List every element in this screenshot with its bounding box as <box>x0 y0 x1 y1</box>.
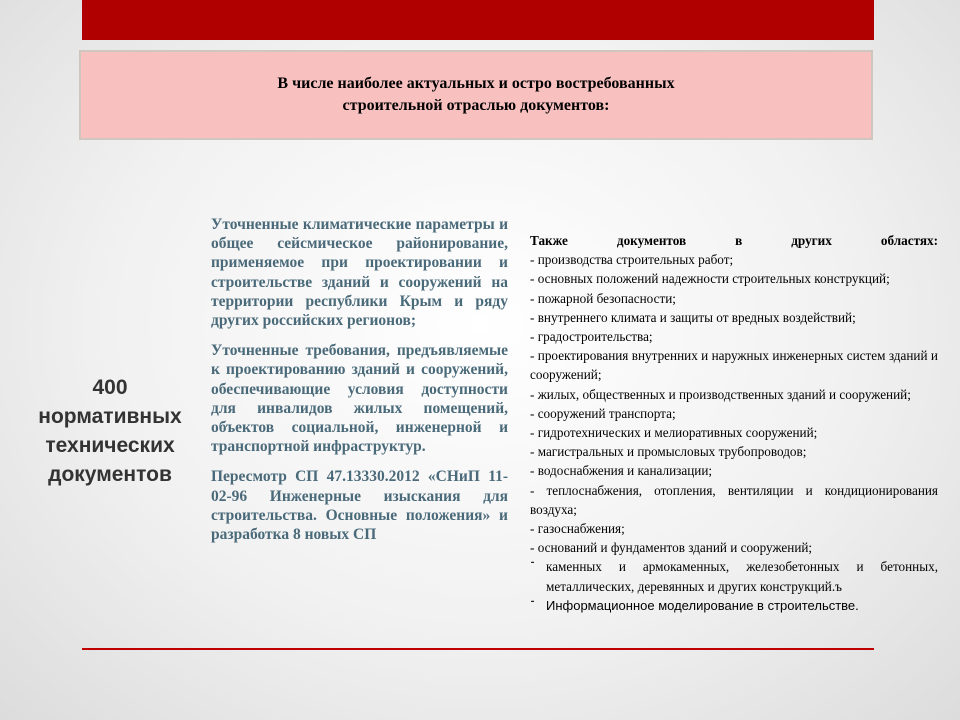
list-item: - жилых, общественных и производственных зданий и сооружений; <box>530 386 911 402</box>
list-item: - основных положений надежности строительных конструкций; <box>530 271 890 287</box>
document-count-block <box>30 373 190 489</box>
list-item: - газоснабжения; <box>530 521 625 537</box>
list-item: - внутреннего климата и защиты от вредных воздействий; <box>530 309 856 325</box>
bullet-text: Информационное моделирование в строительстве. <box>546 597 859 613</box>
document-count-label-1: нормативных <box>38 405 182 428</box>
bullet-item-structures <box>530 557 938 595</box>
list-item: - проектирования внутренних и наружных инженерных систем зданий и сооружений; <box>530 348 938 383</box>
header-line-2: строительной отраслью документов: <box>342 97 610 114</box>
bullet-marker-icon: ⁃ <box>530 596 535 608</box>
middle-column <box>211 215 508 555</box>
list-item: - магистральных и промысловых трубопроводов; <box>530 444 807 460</box>
bullet-text: каменных и армокаменных, железобетонных и бетонных, металлических, деревянных и других конструкций.ъ <box>546 559 938 594</box>
middle-paragraph-accessibility: Уточненные требования, предъявляемые к проектированию зданий и сооружений, обеспечивающие условия доступности для инвалидов жилых помещений, объектов социальной, инженерной и транспортной инфраструктур. <box>211 342 508 456</box>
list-item: - оснований и фундаментов зданий и сооружений; <box>530 540 813 556</box>
bullet-item-bim <box>530 596 938 615</box>
bullet-marker-icon: ⁃ <box>530 558 535 570</box>
list-item: - градостроительства; <box>530 329 653 345</box>
list-item: - гидротехнических и мелиоративных сооружений; <box>530 425 818 441</box>
right-column-title: Также документов в других областях: <box>530 233 938 248</box>
list-item: - сооружений транспорта; <box>530 405 676 421</box>
list-item: - пожарной безопасности; <box>530 290 676 306</box>
document-count-label-3: документов <box>48 463 172 486</box>
header-line-1: В числе наиболее актуальных и остро востребованных <box>277 75 675 92</box>
document-count-number: 400 <box>92 376 128 399</box>
list-item: - водоснабжения и канализации; <box>530 463 713 479</box>
right-column <box>530 231 938 615</box>
top-accent-bar <box>82 0 874 40</box>
middle-paragraph-revision: Пересмотр СП 47.13330.2012 «СНиП 11-02-96 Инженерные изыскания для строительства. Основные положения» и разработка 8 новых СП <box>211 468 508 544</box>
list-item: - производства строительных работ; <box>530 252 734 268</box>
document-count-label-2: технических <box>45 434 175 457</box>
middle-paragraph-climate: Уточненные климатические параметры и общее сейсмическое районирование, применяемое при проектировании и строительстве зданий и сооружений на территории республики Крым и ряду других российских регионов; <box>211 216 508 330</box>
list-item: - теплоснабжения, отопления, вентиляции и кондиционирования воздуха; <box>530 482 938 517</box>
bottom-red-divider <box>82 648 874 650</box>
header-box <box>79 50 873 140</box>
